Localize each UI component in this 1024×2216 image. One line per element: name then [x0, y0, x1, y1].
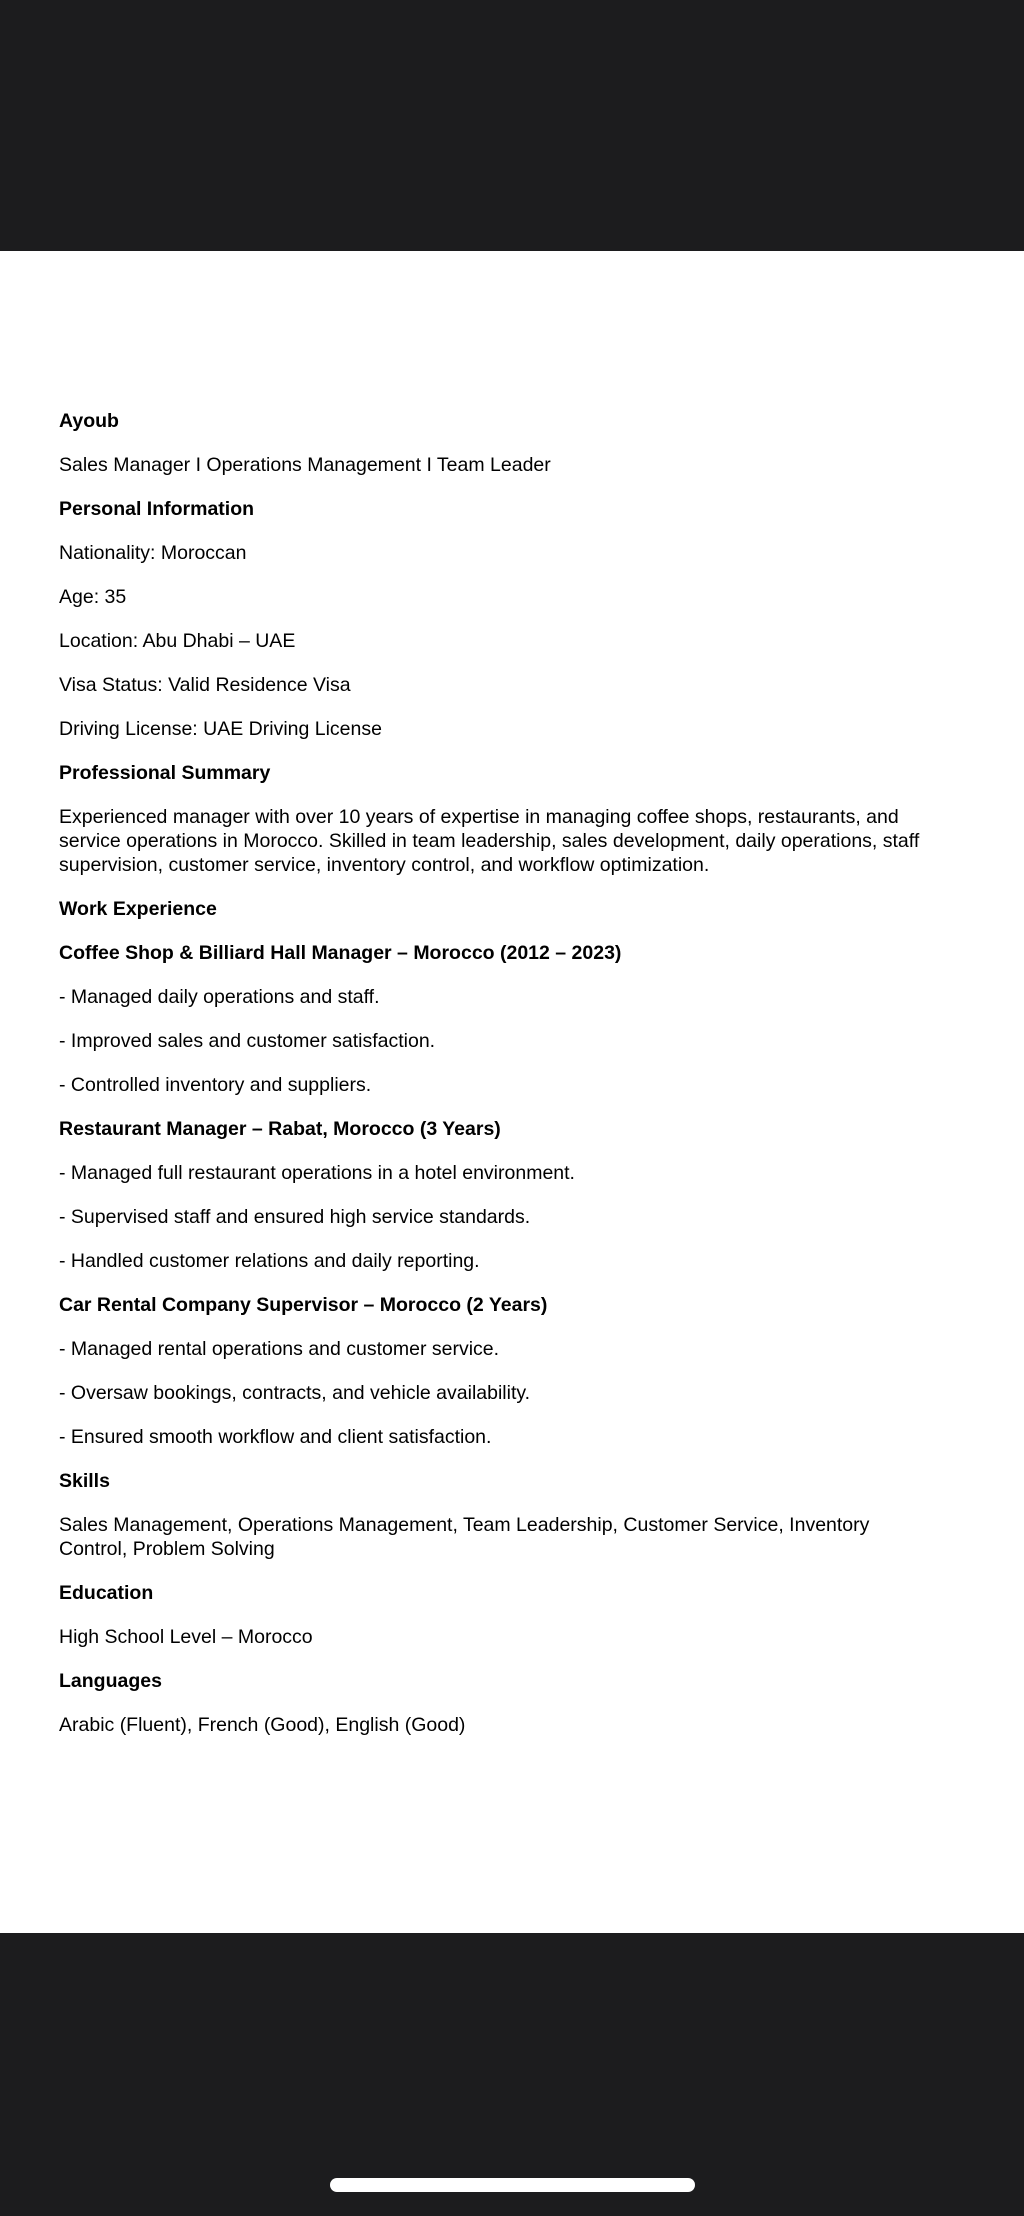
age-text: Age: 35 — [59, 586, 127, 608]
summary-heading: Professional Summary — [59, 762, 271, 784]
skills-heading: Skills — [59, 1470, 110, 1492]
job-bullet: - Supervised staff and ensured high service standards. — [59, 1206, 531, 1228]
education-heading: Education — [59, 1582, 154, 1604]
job-bullet: - Oversaw bookings, contracts, and vehicle availability. — [59, 1382, 531, 1404]
skills-text: Sales Management, Operations Management, Team Leadership, Customer Service, Inventory Control, Problem Solving — [59, 1514, 870, 1560]
driving-license-text: Driving License: UAE Driving License — [59, 718, 382, 740]
job-bullet: - Improved sales and customer satisfaction. — [59, 1030, 436, 1052]
job-title: Restaurant Manager – Rabat, Morocco (3 Years) — [59, 1118, 501, 1140]
document-page — [0, 251, 1024, 1933]
resume-headline: Sales Manager I Operations Management I Team Leader — [59, 454, 551, 476]
job-bullet: - Managed full restaurant operations in a hotel environment. — [59, 1162, 575, 1184]
summary-text: Experienced manager with over 10 years of expertise in managing coffee shops, restaurants, and service operations in Morocco. Skilled in team leadership, sales development, daily operations, staff supervision, customer service, inventory control, and workflow optimization. — [59, 806, 920, 876]
top-dark-area — [0, 0, 1024, 251]
home-indicator[interactable] — [330, 2178, 695, 2192]
languages-text: Arabic (Fluent), French (Good), English (Good) — [59, 1714, 466, 1736]
bottom-dark-area — [0, 1933, 1024, 2216]
job-title: Coffee Shop & Billiard Hall Manager – Morocco (2012 – 2023) — [59, 942, 622, 964]
location-text: Location: Abu Dhabi – UAE — [59, 630, 296, 652]
job-bullet: - Managed daily operations and staff. — [59, 986, 380, 1008]
education-text: High School Level – Morocco — [59, 1626, 313, 1648]
job-bullet: - Managed rental operations and customer service. — [59, 1338, 500, 1360]
resume-name: Ayoub — [59, 410, 119, 432]
nationality-text: Nationality: Moroccan — [59, 542, 247, 564]
job-bullet: - Ensured smooth workflow and client satisfaction. — [59, 1426, 492, 1448]
personal-info-heading: Personal Information — [59, 498, 255, 520]
experience-heading: Work Experience — [59, 898, 217, 920]
resume-content — [59, 409, 939, 1757]
job-title: Car Rental Company Supervisor – Morocco (2 Years) — [59, 1294, 548, 1316]
visa-status-text: Visa Status: Valid Residence Visa — [59, 674, 351, 696]
job-bullet: - Controlled inventory and suppliers. — [59, 1074, 372, 1096]
languages-heading: Languages — [59, 1670, 162, 1692]
job-bullet: - Handled customer relations and daily reporting. — [59, 1250, 480, 1272]
